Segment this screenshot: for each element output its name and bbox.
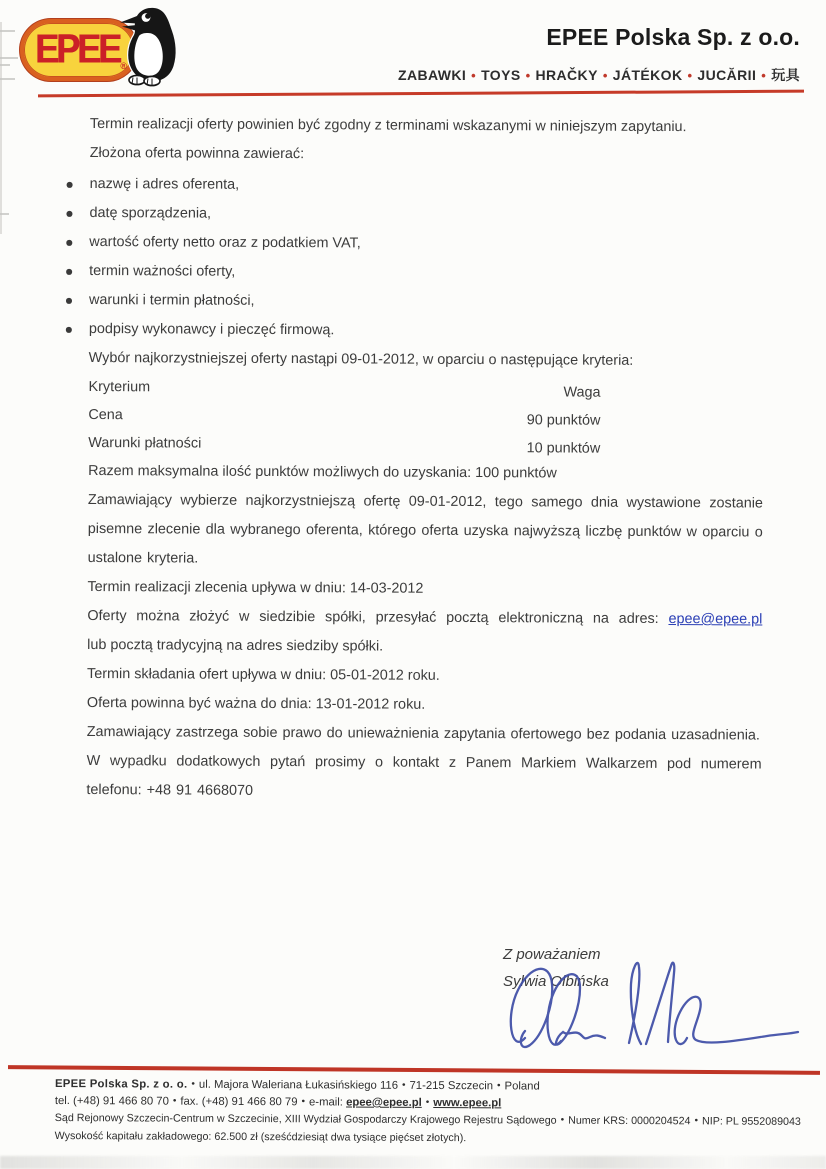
scan-artifact	[0, 57, 18, 59]
separator-dot: •	[694, 1115, 699, 1127]
list-item	[89, 286, 764, 319]
footer-fax: fax. (+48) 91 466 80 79	[180, 1095, 298, 1109]
footer-country: Poland	[504, 1080, 540, 1093]
scan-artifact	[0, 78, 15, 80]
bullet-marker	[66, 269, 72, 275]
footer-text-block	[55, 1076, 820, 1148]
tagline-word: JÁTÉKOK	[612, 67, 683, 83]
offer-requirements-list	[89, 170, 765, 348]
criteria-label: Cena	[88, 406, 123, 424]
paragraph-contact: W wypadku dodatkowych pytań prosimy o kontakt z Panem Markiem Walkarzem pod numerem telefonu: +48 91 4668070	[86, 752, 762, 799]
list-item	[90, 170, 765, 203]
signature-block	[503, 941, 609, 995]
criteria-row	[88, 429, 600, 460]
epee-logo-text: EPEE	[34, 24, 120, 71]
footer-email-label: e-mail:	[309, 1096, 343, 1109]
signatory-name: Sylwia Olbińska	[503, 973, 609, 990]
list-item-text: wartość oferty netto oraz z podatkiem VAT,	[89, 233, 361, 252]
footer-krs: Numer KRS: 0000204524	[568, 1114, 691, 1128]
email-link[interactable]: epee@epee.pl	[668, 611, 763, 628]
tagline-separator-dot: •	[602, 68, 608, 83]
criteria-table	[88, 373, 763, 461]
footer-capital: Wysokość kapitału zakładowego: 62.500 zł (sześćdziesiąt dwa tysiące pięćset złotych).	[54, 1129, 467, 1144]
criteria-header-value: Waga	[563, 384, 601, 401]
bullet-marker	[66, 240, 72, 246]
footer-divider-line	[8, 1065, 820, 1074]
paragraph-submission-deadline: Termin składania ofert upływa w dniu: 05-01-2012 roku.	[87, 665, 440, 684]
paragraph-cancellation: Zamawiający zastrzega sobie prawo do unieważnienia zapytania ofertowego bez podania uzasadnienia.	[86, 723, 760, 744]
list-item-text: warunki i termin płatności,	[88, 291, 255, 309]
list-item	[89, 199, 764, 232]
bullet-marker	[67, 182, 73, 188]
criteria-row	[88, 401, 600, 432]
separator-dot: •	[172, 1095, 177, 1107]
scan-artifact	[0, 30, 15, 32]
tagline-separator-dot: •	[471, 68, 477, 83]
criteria-value: 90 punktów	[526, 412, 601, 429]
tagline-separator-dot: •	[687, 68, 693, 83]
separator-dot: •	[301, 1096, 306, 1108]
separator-dot: •	[560, 1114, 565, 1126]
tagline-separator-dot: •	[525, 68, 531, 83]
paragraph-total-points: Razem maksymalna ilość punktów możliwych do uzyskania: 100 punktów	[88, 462, 557, 482]
footer-website-link[interactable]: www.epee.pl	[433, 1096, 502, 1110]
criteria-value: 10 punktów	[526, 440, 601, 457]
paragraph-submission-cont: lub pocztą tradycyjną na adres siedziby spółki.	[87, 636, 384, 655]
signature-closing: Z poważaniem	[503, 946, 601, 963]
penguin-icon	[118, 6, 188, 88]
bullet-marker	[66, 298, 72, 304]
separator-dot: •	[425, 1096, 430, 1108]
paragraph-validity: Oferta powinna być ważna do dnia: 13-01-2012 roku.	[86, 694, 426, 713]
list-item-text: datę sporządzenia,	[89, 204, 212, 222]
list-item-text: podpisy wykonawcy i pieczęć firmową.	[88, 320, 335, 339]
tagline-separator-dot: •	[761, 68, 767, 83]
company-title: EPEE Polska Sp. z o.o.	[546, 24, 800, 50]
footer-tel: tel. (+48) 91 466 80 70	[54, 1094, 169, 1108]
tagline-word: TOYS	[481, 67, 521, 83]
registered-trademark-icon: ®	[120, 61, 127, 71]
list-item-text: termin ważności oferty,	[89, 262, 236, 280]
separator-dot: •	[401, 1079, 406, 1091]
separator-dot: •	[497, 1080, 501, 1092]
scan-bottom-smudge	[0, 1156, 826, 1169]
footer-email-link[interactable]: epee@epee.pl	[346, 1096, 422, 1109]
bullet-marker	[66, 327, 72, 333]
scan-edge-artifact	[0, 22, 2, 234]
list-item	[89, 315, 764, 348]
tagline-word: ZABAWKI	[398, 67, 467, 83]
footer-street: ul. Majora Waleriana Łukasińskiego 116	[198, 1078, 399, 1092]
scan-artifact	[0, 64, 10, 66]
submission-text: Oferty można złożyć w siedzibie spółki, przesyłać pocztą elektroniczną na adres:	[87, 607, 659, 627]
epee-logo	[20, 6, 198, 92]
paragraph-selection: Zamawiający wybierze najkorzystniejszą ofertę 09-01-2012, tego samego dnia wystawione zostanie pisemne zlecenie dla wybranego oferenta, którego oferta uzyska najwyższą liczbę punktów w oparciu o ustalone kryteria.	[87, 491, 763, 567]
bullet-marker	[66, 211, 72, 217]
criteria-label: Warunki płatności	[88, 434, 202, 452]
paragraph-intro: Termin realizacji oferty powinien być zgodny z terminami wskazanymi w niniejszym zapytaniu.	[89, 115, 687, 136]
footer-company-name: EPEE Polska Sp. z o. o.	[54, 1078, 188, 1091]
paragraph-submission	[87, 602, 762, 635]
tagline-word: JUCĂRII	[697, 67, 757, 83]
paragraph-criteria-intro: Wybór najkorzystniejszej oferty nastąpi 09-01-2012, w oparciu o następujące kryteria:	[88, 349, 634, 369]
letter-body	[86, 110, 765, 809]
tagline-word: 玩具	[771, 67, 800, 83]
list-item-text: nazwę i adres oferenta,	[89, 175, 240, 193]
footer-postal: 71-215 Szczecin	[409, 1079, 494, 1093]
footer-nip: NIP: PL 9552089043	[702, 1115, 801, 1128]
list-item	[89, 257, 764, 290]
tagline-word: HRAČKY	[535, 67, 598, 83]
company-tagline	[398, 65, 800, 85]
criteria-header-row	[88, 373, 600, 404]
criteria-header-label: Kryterium	[88, 378, 151, 396]
paragraph-realization-deadline: Termin realizacji zlecenia upływa w dniu: 14-03-2012	[87, 578, 424, 597]
separator-dot: •	[191, 1078, 195, 1090]
paragraph-offer-contains: Złożona oferta powinna zawierać:	[89, 144, 305, 163]
scan-artifact	[0, 213, 9, 215]
list-item	[89, 228, 764, 261]
footer-registry: Sąd Rejonowy Szczecin-Centrum w Szczecinie, XIII Wydział Gospodarczy Krajowego Rejestru Sądowego	[54, 1111, 557, 1127]
